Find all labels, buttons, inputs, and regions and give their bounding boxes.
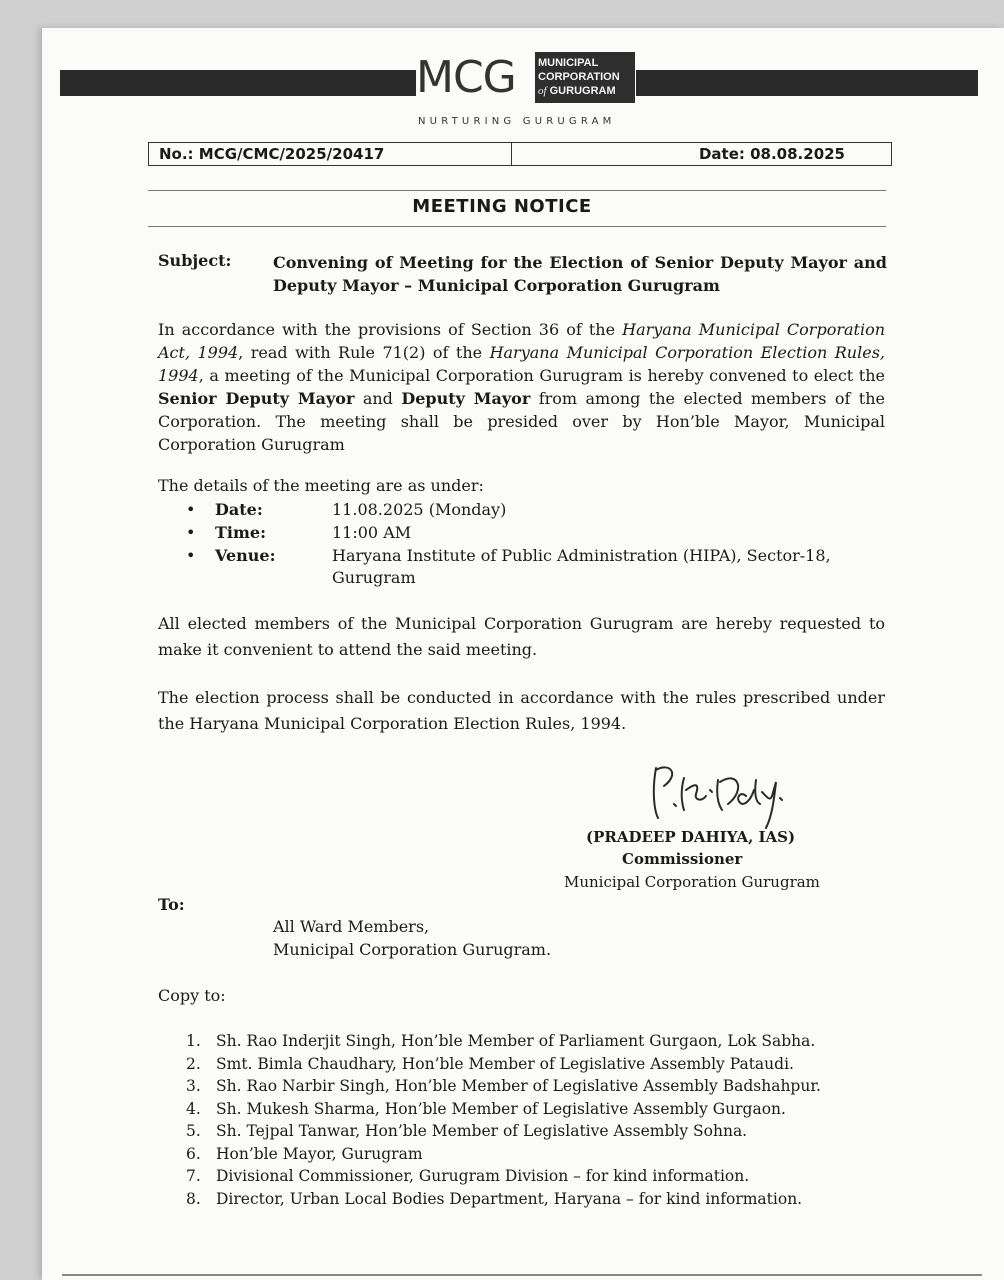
header-bar-right xyxy=(636,70,978,96)
list-item xyxy=(186,1098,821,1121)
p1-rules: Haryana Municipal Corporation Election Rules, 1994 xyxy=(158,343,885,385)
reference-date: Date: 08.08.2025 xyxy=(698,145,845,163)
to-line-1: All Ward Members, xyxy=(273,917,430,936)
list-text: Director, Urban Local Bodies Department, Haryana – for kind information. xyxy=(216,1189,803,1208)
logo-line-corporation: CORPORATION xyxy=(538,71,620,83)
rule-top xyxy=(148,190,886,191)
tagline: NURTURING GURUGRAM xyxy=(418,116,616,127)
to-line-2: Municipal Corporation Gurugram. xyxy=(273,940,552,959)
logo-of: of xyxy=(538,85,547,97)
list-text: Hon’ble Mayor, Gurugram xyxy=(216,1144,423,1163)
list-item xyxy=(186,1030,821,1053)
to-label: To: xyxy=(158,895,185,914)
list-text: Sh. Rao Narbir Singh, Hon’ble Member of Legislative Assembly Badshahpur. xyxy=(216,1077,821,1095)
detail-value: 11.08.2025 (Monday) xyxy=(332,500,507,519)
copy-list xyxy=(186,1030,821,1210)
bullet: • xyxy=(186,523,196,542)
details-lead: The details of the meeting are as under: xyxy=(158,476,484,495)
bullet: • xyxy=(186,546,196,565)
intro-paragraph xyxy=(158,318,885,456)
list-text: Sh. Mukesh Sharma, Hon’ble Member of Legislative Assembly Gurgaon. xyxy=(216,1099,786,1118)
list-item xyxy=(186,1120,821,1143)
subject-text: Convening of Meeting for the Election of Senior Deputy Mayor and Deputy Mayor – Municipal Corporation Gurugram xyxy=(273,253,887,295)
p1-deputy-mayor: Deputy Mayor xyxy=(401,389,531,408)
reference-number: No.: MCG/CMC/2025/20417 xyxy=(159,145,385,163)
list-text: Smt. Bimla Chaudhary, Hon’ble Member of Legislative Assembly Pataudi. xyxy=(216,1054,794,1073)
p1-senior-deputy-mayor: Senior Deputy Mayor xyxy=(158,389,355,408)
reference-divider xyxy=(511,143,512,165)
mcg-logo: MCG xyxy=(416,52,516,103)
copy-to-label: Copy to: xyxy=(158,986,226,1005)
logo-gurugram: GURUGRAM xyxy=(549,85,616,97)
process-paragraph: The election process shall be conducted in accordance with the rules prescribed under the Haryana Municipal Corporation Election Rules, 1994. xyxy=(158,688,885,733)
list-item xyxy=(186,1143,821,1166)
list-text: Divisional Commissioner, Gurugram Division – for kind information. xyxy=(216,1167,750,1185)
header-bar-left xyxy=(60,70,416,96)
signatory-org: Municipal Corporation Gurugram xyxy=(564,873,820,891)
list-number: 7. xyxy=(186,1167,201,1185)
list-number: 3. xyxy=(186,1077,201,1095)
detail-label: Venue: xyxy=(215,546,276,565)
detail-label: Time: xyxy=(215,523,266,542)
list-number: 2. xyxy=(186,1054,201,1073)
list-item xyxy=(186,1165,821,1188)
subject-label: Subject: xyxy=(158,251,232,270)
list-number: 4. xyxy=(186,1099,201,1118)
list-number: 8. xyxy=(186,1189,201,1208)
bullet: • xyxy=(186,500,196,519)
p1-part-a: In accordance with the provisions of Section 36 of the xyxy=(158,320,623,339)
p1-part-b: , read with Rule 71(2) of the xyxy=(238,343,490,362)
list-item xyxy=(186,1075,821,1098)
corporation-logo-box xyxy=(535,52,635,103)
detail-value: 11:00 AM xyxy=(332,523,412,542)
rule-bottom xyxy=(148,226,886,227)
list-number: 5. xyxy=(186,1122,201,1140)
list-number: 6. xyxy=(186,1144,201,1163)
signatory-name: (PRADEEP DAHIYA, IAS) xyxy=(586,828,796,846)
list-text: Sh. Rao Inderjit Singh, Hon’ble Member of Parliament Gurgaon, Lok Sabha. xyxy=(216,1032,816,1050)
signatory-title: Commissioner xyxy=(622,850,743,868)
p1-act: Haryana Municipal Corporation Act, 1994 xyxy=(158,320,885,362)
request-paragraph: All elected members of the Municipal Corporation Gurugram are hereby requested to make it convenient to attend the said meeting. xyxy=(158,614,885,659)
signature-image xyxy=(650,760,810,830)
detail-label: Date: xyxy=(215,500,263,519)
p1-part-e: from among the elected members of the Corporation. The meeting shall be presided over by Hon’ble Mayor, Municipal Corporation Gurugram xyxy=(158,389,886,454)
logo-line-municipal: MUNICIPAL xyxy=(538,57,599,69)
list-text: Sh. Tejpal Tanwar, Hon’ble Member of Legislative Assembly Sohna. xyxy=(216,1122,748,1140)
p1-part-c: , a meeting of the Municipal Corporation Gurugram is hereby convened to elect the xyxy=(198,366,885,385)
p1-part-d: and xyxy=(354,389,402,408)
page-title: MEETING NOTICE xyxy=(412,196,592,217)
footer-rule xyxy=(62,1274,982,1276)
detail-value: Haryana Institute of Public Administration (HIPA), Sector-18, Gurugram xyxy=(332,546,831,587)
logo-line-gurugram xyxy=(538,84,635,98)
list-item xyxy=(186,1188,821,1211)
list-item xyxy=(186,1053,821,1076)
reference-box xyxy=(148,142,892,166)
list-number: 1. xyxy=(186,1032,201,1050)
